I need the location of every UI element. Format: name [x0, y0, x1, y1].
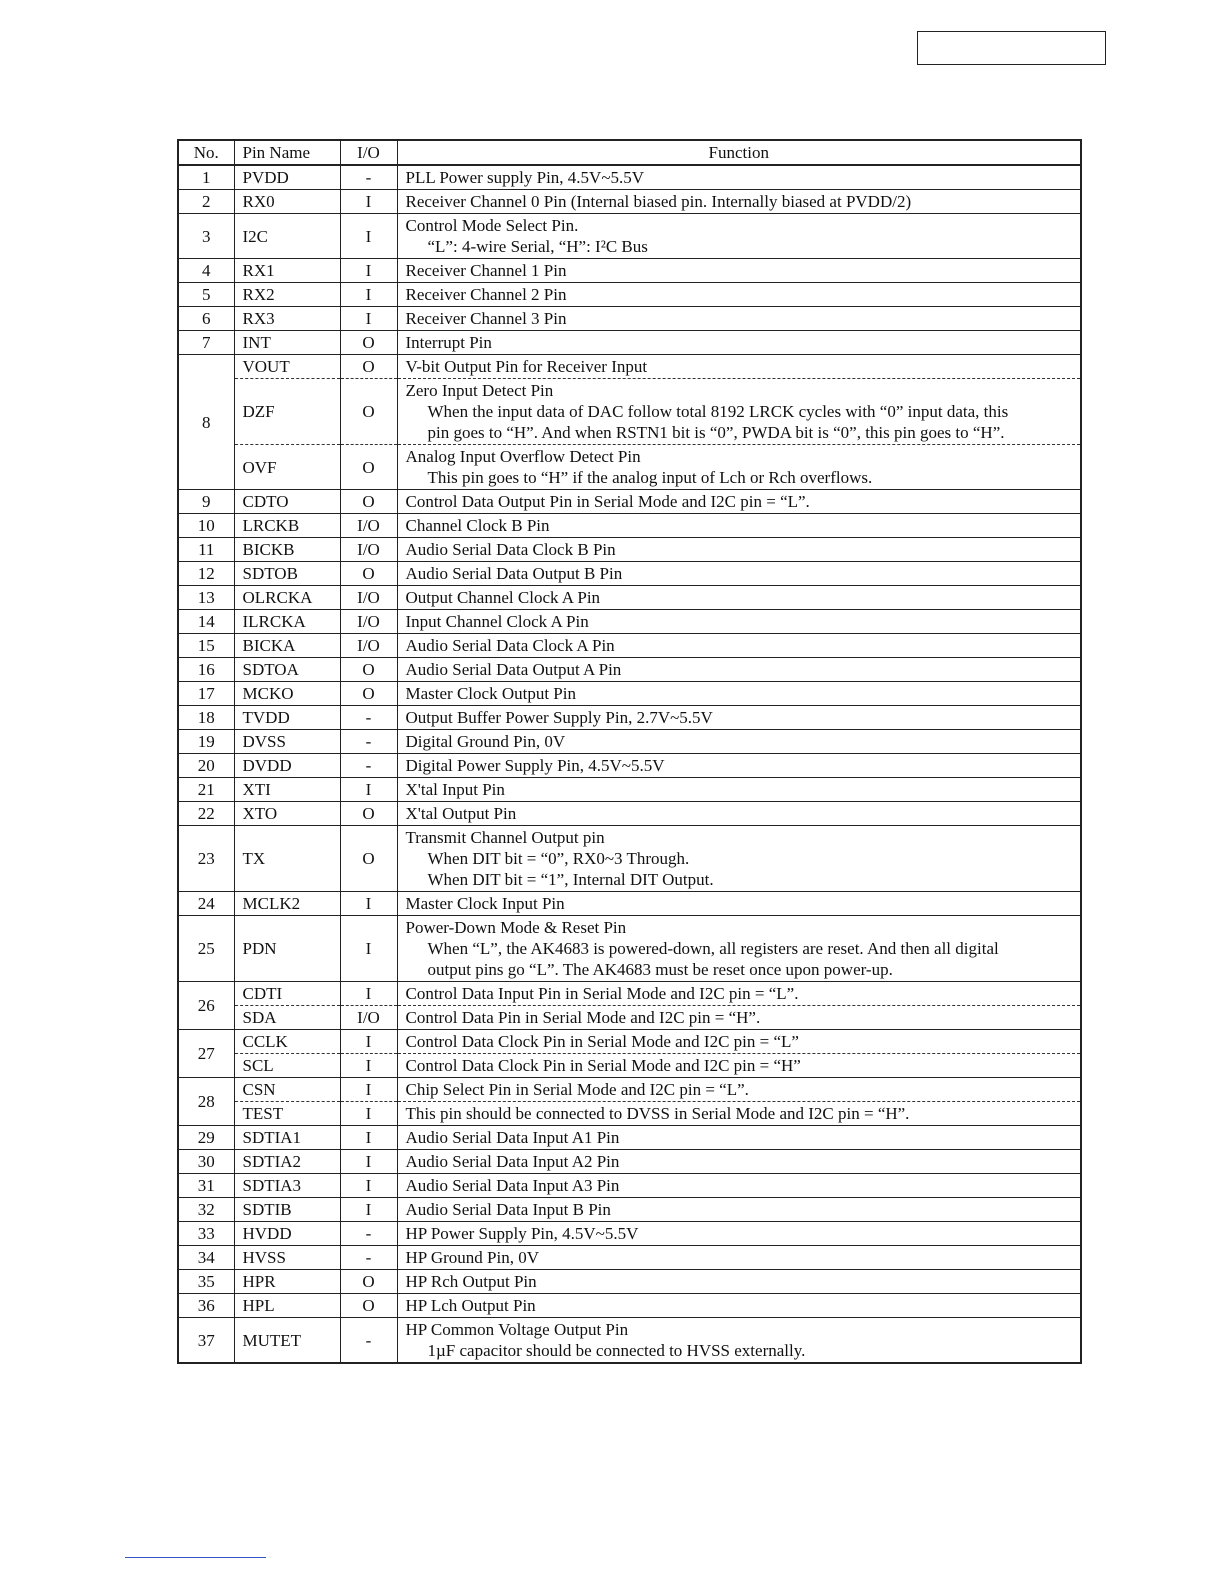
table-row — [178, 190, 1081, 214]
table-row — [178, 586, 1081, 610]
pin-name: SDTOA — [234, 658, 340, 682]
header-function: Function — [397, 140, 1081, 165]
pin-function — [397, 259, 1081, 283]
function-line: Interrupt Pin — [405, 333, 492, 352]
function-line: Audio Serial Data Clock B Pin — [405, 540, 616, 559]
pin-number: 15 — [178, 634, 234, 658]
table-row — [178, 730, 1081, 754]
function-line: Audio Serial Data Input A3 Pin — [405, 1176, 620, 1195]
pin-function — [397, 355, 1081, 379]
pin-io: O — [340, 1294, 397, 1318]
function-line: Digital Ground Pin, 0V — [405, 732, 566, 751]
table-row — [178, 1222, 1081, 1246]
pin-name: DVSS — [234, 730, 340, 754]
pin-io: I — [340, 1078, 397, 1102]
function-line: Receiver Channel 2 Pin — [405, 285, 567, 304]
pin-name: SDTIA2 — [234, 1150, 340, 1174]
pin-name: BICKB — [234, 538, 340, 562]
pin-io: I — [340, 190, 397, 214]
pin-number: 22 — [178, 802, 234, 826]
pin-function — [397, 1006, 1081, 1030]
table-row — [178, 307, 1081, 331]
table-row — [178, 165, 1081, 190]
pin-name: VOUT — [234, 355, 340, 379]
pin-name: XTI — [234, 778, 340, 802]
table-row — [178, 538, 1081, 562]
footer-rule — [125, 1557, 266, 1558]
pin-number: 8 — [178, 355, 234, 490]
pin-number: 33 — [178, 1222, 234, 1246]
pin-function — [397, 307, 1081, 331]
pin-number: 29 — [178, 1126, 234, 1150]
function-line: Control Data Clock Pin in Serial Mode and I2C pin = “L” — [405, 1032, 799, 1051]
table-row — [178, 331, 1081, 355]
pin-function — [397, 1030, 1081, 1054]
pin-name: MUTET — [234, 1318, 340, 1364]
pin-io: O — [340, 682, 397, 706]
pin-function — [397, 982, 1081, 1006]
function-line: X'tal Input Pin — [405, 780, 505, 799]
table-row — [178, 379, 1081, 445]
pin-number: 31 — [178, 1174, 234, 1198]
function-line: pin goes to “H”. And when RSTN1 bit is “0”, PWDA bit is “0”, this pin goes to “H”. — [427, 423, 1005, 442]
function-line: HP Lch Output Pin — [405, 1296, 536, 1315]
table-row — [178, 1150, 1081, 1174]
table-row — [178, 259, 1081, 283]
pin-number: 7 — [178, 331, 234, 355]
function-line: PLL Power supply Pin, 4.5V~5.5V — [405, 168, 645, 187]
pin-io: I — [340, 307, 397, 331]
pin-function — [397, 826, 1081, 892]
pin-number: 1 — [178, 165, 234, 190]
table-row — [178, 706, 1081, 730]
pin-function — [397, 754, 1081, 778]
table-row — [178, 634, 1081, 658]
function-line: Chip Select Pin in Serial Mode and I2C pin = “L”. — [405, 1080, 749, 1099]
pin-name: TEST — [234, 1102, 340, 1126]
pin-function — [397, 1126, 1081, 1150]
pin-function — [397, 331, 1081, 355]
pin-io: I — [340, 1054, 397, 1078]
function-line: Receiver Channel 3 Pin — [405, 309, 567, 328]
pin-number: 9 — [178, 490, 234, 514]
pin-name: SDTIA1 — [234, 1126, 340, 1150]
function-line: Audio Serial Data Input A1 Pin — [405, 1128, 620, 1147]
function-line: Input Channel Clock A Pin — [405, 612, 589, 631]
function-line: Zero Input Detect Pin — [405, 381, 554, 400]
pin-name: HPR — [234, 1270, 340, 1294]
function-line: Channel Clock B Pin — [405, 516, 550, 535]
function-line: HP Ground Pin, 0V — [405, 1248, 539, 1267]
pin-io: O — [340, 1270, 397, 1294]
function-line: When DIT bit = “0”, RX0~3 Through. — [427, 849, 690, 868]
function-line: Audio Serial Data Input A2 Pin — [405, 1152, 620, 1171]
function-line: Analog Input Overflow Detect Pin — [405, 447, 641, 466]
table-row — [178, 826, 1081, 892]
pin-function — [397, 1222, 1081, 1246]
pin-number: 23 — [178, 826, 234, 892]
pin-io: - — [340, 1222, 397, 1246]
pin-number: 37 — [178, 1318, 234, 1364]
pin-number: 13 — [178, 586, 234, 610]
pin-function — [397, 445, 1081, 490]
pin-name: RX0 — [234, 190, 340, 214]
pin-io: O — [340, 562, 397, 586]
pin-number: 28 — [178, 1078, 234, 1126]
pin-function — [397, 1294, 1081, 1318]
function-line: When “L”, the AK4683 is powered-down, all registers are reset. And then all digital — [427, 939, 999, 958]
pin-name: PVDD — [234, 165, 340, 190]
pin-number: 12 — [178, 562, 234, 586]
pin-io: I — [340, 214, 397, 259]
pin-function — [397, 490, 1081, 514]
pin-io: O — [340, 379, 397, 445]
function-line: Audio Serial Data Output B Pin — [405, 564, 623, 583]
pin-number: 27 — [178, 1030, 234, 1078]
pin-io: I/O — [340, 610, 397, 634]
pin-function — [397, 1246, 1081, 1270]
pin-function — [397, 892, 1081, 916]
table-row — [178, 1006, 1081, 1030]
pin-function — [397, 634, 1081, 658]
pin-number: 34 — [178, 1246, 234, 1270]
table-row — [178, 1078, 1081, 1102]
function-line: Control Data Output Pin in Serial Mode and I2C pin = “L”. — [405, 492, 810, 511]
pin-io: I — [340, 916, 397, 982]
pin-io: - — [340, 1318, 397, 1364]
pin-function — [397, 1078, 1081, 1102]
pin-number: 21 — [178, 778, 234, 802]
pin-function — [397, 1054, 1081, 1078]
pin-name: PDN — [234, 916, 340, 982]
pin-table-body — [178, 165, 1081, 1363]
table-row — [178, 610, 1081, 634]
pin-name: RX1 — [234, 259, 340, 283]
pin-function — [397, 214, 1081, 259]
pin-io: I/O — [340, 538, 397, 562]
pin-name: HVDD — [234, 1222, 340, 1246]
function-line: Digital Power Supply Pin, 4.5V~5.5V — [405, 756, 665, 775]
pin-name: HVSS — [234, 1246, 340, 1270]
pin-number: 14 — [178, 610, 234, 634]
pin-name: DVDD — [234, 754, 340, 778]
pin-name: DZF — [234, 379, 340, 445]
pin-io: - — [340, 730, 397, 754]
function-line: Audio Serial Data Output A Pin — [405, 660, 622, 679]
pin-io: - — [340, 1246, 397, 1270]
table-row — [178, 1174, 1081, 1198]
function-line: Control Data Clock Pin in Serial Mode and I2C pin = “H” — [405, 1056, 801, 1075]
table-row — [178, 514, 1081, 538]
pin-io: I — [340, 892, 397, 916]
function-line: Audio Serial Data Input B Pin — [405, 1200, 611, 1219]
pin-name: BICKA — [234, 634, 340, 658]
pin-number: 24 — [178, 892, 234, 916]
pin-number: 16 — [178, 658, 234, 682]
pin-number: 30 — [178, 1150, 234, 1174]
pin-name: HPL — [234, 1294, 340, 1318]
table-row — [178, 490, 1081, 514]
pin-io: I/O — [340, 586, 397, 610]
pin-io: I — [340, 982, 397, 1006]
pin-io: I/O — [340, 514, 397, 538]
pin-io: I — [340, 1198, 397, 1222]
pin-io: I/O — [340, 1006, 397, 1030]
table-row — [178, 778, 1081, 802]
pin-function — [397, 1318, 1081, 1364]
table-row — [178, 982, 1081, 1006]
pin-number: 18 — [178, 706, 234, 730]
pin-number: 19 — [178, 730, 234, 754]
table-header-row — [178, 140, 1081, 165]
table-row — [178, 802, 1081, 826]
pin-number: 17 — [178, 682, 234, 706]
pin-number: 20 — [178, 754, 234, 778]
pin-number: 26 — [178, 982, 234, 1030]
function-line: Power-Down Mode & Reset Pin — [405, 918, 627, 937]
pin-io: O — [340, 355, 397, 379]
pin-io: I — [340, 1102, 397, 1126]
pin-function — [397, 778, 1081, 802]
pin-name: OLRCKA — [234, 586, 340, 610]
pin-io: I — [340, 1126, 397, 1150]
pin-function — [397, 610, 1081, 634]
pin-name: MCKO — [234, 682, 340, 706]
header-pin-name: Pin Name — [234, 140, 340, 165]
pin-io: O — [340, 826, 397, 892]
pin-io: I — [340, 778, 397, 802]
pin-number: 32 — [178, 1198, 234, 1222]
pin-name: MCLK2 — [234, 892, 340, 916]
function-line: HP Rch Output Pin — [405, 1272, 537, 1291]
table-row — [178, 1294, 1081, 1318]
pin-number: 4 — [178, 259, 234, 283]
function-line: This pin goes to “H” if the analog input of Lch or Rch overflows. — [427, 468, 873, 487]
function-line: Receiver Channel 0 Pin (Internal biased pin. Internally biased at PVDD/2) — [405, 192, 912, 211]
pin-name: I2C — [234, 214, 340, 259]
table-row — [178, 1270, 1081, 1294]
pin-function — [397, 283, 1081, 307]
pin-function — [397, 165, 1081, 190]
pin-number: 6 — [178, 307, 234, 331]
pin-io: I — [340, 259, 397, 283]
pin-name: CSN — [234, 1078, 340, 1102]
table-row — [178, 1126, 1081, 1150]
table-row — [178, 1102, 1081, 1126]
pin-name: INT — [234, 331, 340, 355]
pin-number: 2 — [178, 190, 234, 214]
function-line: Output Buffer Power Supply Pin, 2.7V~5.5V — [405, 708, 713, 727]
pin-name: RX2 — [234, 283, 340, 307]
pin-function — [397, 916, 1081, 982]
pin-number: 25 — [178, 916, 234, 982]
pin-number: 35 — [178, 1270, 234, 1294]
pin-function — [397, 730, 1081, 754]
pin-name: RX3 — [234, 307, 340, 331]
pin-io: O — [340, 802, 397, 826]
pin-function — [397, 586, 1081, 610]
function-line: V-bit Output Pin for Receiver Input — [405, 357, 648, 376]
pin-number: 11 — [178, 538, 234, 562]
function-line: When the input data of DAC follow total 8192 LRCK cycles with “0” input data, this — [427, 402, 1009, 421]
pin-number: 5 — [178, 283, 234, 307]
function-line: HP Power Supply Pin, 4.5V~5.5V — [405, 1224, 639, 1243]
pin-name: SCL — [234, 1054, 340, 1078]
table-row — [178, 658, 1081, 682]
table-row — [178, 892, 1081, 916]
header-io: I/O — [340, 140, 397, 165]
pin-name: LRCKB — [234, 514, 340, 538]
header-no: No. — [178, 140, 234, 165]
table-row — [178, 283, 1081, 307]
document-label-box — [917, 31, 1106, 65]
table-row — [178, 1198, 1081, 1222]
pin-io: I — [340, 1150, 397, 1174]
pin-function-table — [177, 139, 1082, 1364]
function-line: Control Data Pin in Serial Mode and I2C pin = “H”. — [405, 1008, 761, 1027]
table-row — [178, 1246, 1081, 1270]
pin-name: CCLK — [234, 1030, 340, 1054]
pin-function — [397, 1174, 1081, 1198]
pin-function — [397, 658, 1081, 682]
table-row — [178, 916, 1081, 982]
pin-function — [397, 190, 1081, 214]
function-line: Master Clock Input Pin — [405, 894, 565, 913]
function-line: HP Common Voltage Output Pin — [405, 1320, 629, 1339]
pin-name: SDA — [234, 1006, 340, 1030]
table-row — [178, 1318, 1081, 1364]
function-line: Output Channel Clock A Pin — [405, 588, 601, 607]
pin-io: O — [340, 445, 397, 490]
function-line: Audio Serial Data Clock A Pin — [405, 636, 615, 655]
function-line: Transmit Channel Output pin — [405, 828, 605, 847]
pin-io: I/O — [340, 634, 397, 658]
pin-io: O — [340, 658, 397, 682]
pin-io: I — [340, 1174, 397, 1198]
table-row — [178, 754, 1081, 778]
function-line: Control Mode Select Pin. — [405, 216, 579, 235]
function-line: X'tal Output Pin — [405, 804, 517, 823]
pin-function — [397, 1150, 1081, 1174]
table-row — [178, 562, 1081, 586]
pin-name: TVDD — [234, 706, 340, 730]
pin-name: ILRCKA — [234, 610, 340, 634]
table-row — [178, 682, 1081, 706]
pin-function — [397, 379, 1081, 445]
pin-io: O — [340, 331, 397, 355]
pin-function — [397, 706, 1081, 730]
pin-name: OVF — [234, 445, 340, 490]
function-line: 1µF capacitor should be connected to HVSS externally. — [427, 1341, 806, 1360]
pin-function — [397, 802, 1081, 826]
pin-name: CDTO — [234, 490, 340, 514]
pin-io: - — [340, 754, 397, 778]
table-row — [178, 1054, 1081, 1078]
pin-function — [397, 562, 1081, 586]
function-line: output pins go “L”. The AK4683 must be reset once upon power-up. — [427, 960, 893, 979]
pin-name: SDTIB — [234, 1198, 340, 1222]
table-row — [178, 1030, 1081, 1054]
pin-name: XTO — [234, 802, 340, 826]
pin-function — [397, 682, 1081, 706]
pin-name: SDTIA3 — [234, 1174, 340, 1198]
pin-name: SDTOB — [234, 562, 340, 586]
function-line: When DIT bit = “1”, Internal DIT Output. — [427, 870, 714, 889]
pin-name: TX — [234, 826, 340, 892]
pin-name: CDTI — [234, 982, 340, 1006]
pin-number: 36 — [178, 1294, 234, 1318]
pin-number: 3 — [178, 214, 234, 259]
function-line: Master Clock Output Pin — [405, 684, 576, 703]
table-row — [178, 355, 1081, 379]
table-row — [178, 214, 1081, 259]
function-line: Control Data Input Pin in Serial Mode and I2C pin = “L”. — [405, 984, 799, 1003]
pin-function — [397, 1198, 1081, 1222]
pin-function — [397, 538, 1081, 562]
pin-function — [397, 1102, 1081, 1126]
pin-function — [397, 1270, 1081, 1294]
pin-io: - — [340, 706, 397, 730]
pin-io: I — [340, 283, 397, 307]
pin-io: - — [340, 165, 397, 190]
pin-io: O — [340, 490, 397, 514]
pin-io: I — [340, 1030, 397, 1054]
table-row — [178, 445, 1081, 490]
pin-number: 10 — [178, 514, 234, 538]
function-line: “L”: 4-wire Serial, “H”: I²C Bus — [427, 237, 648, 256]
pin-function — [397, 514, 1081, 538]
function-line: Receiver Channel 1 Pin — [405, 261, 567, 280]
function-line: This pin should be connected to DVSS in Serial Mode and I2C pin = “H”. — [405, 1104, 910, 1123]
